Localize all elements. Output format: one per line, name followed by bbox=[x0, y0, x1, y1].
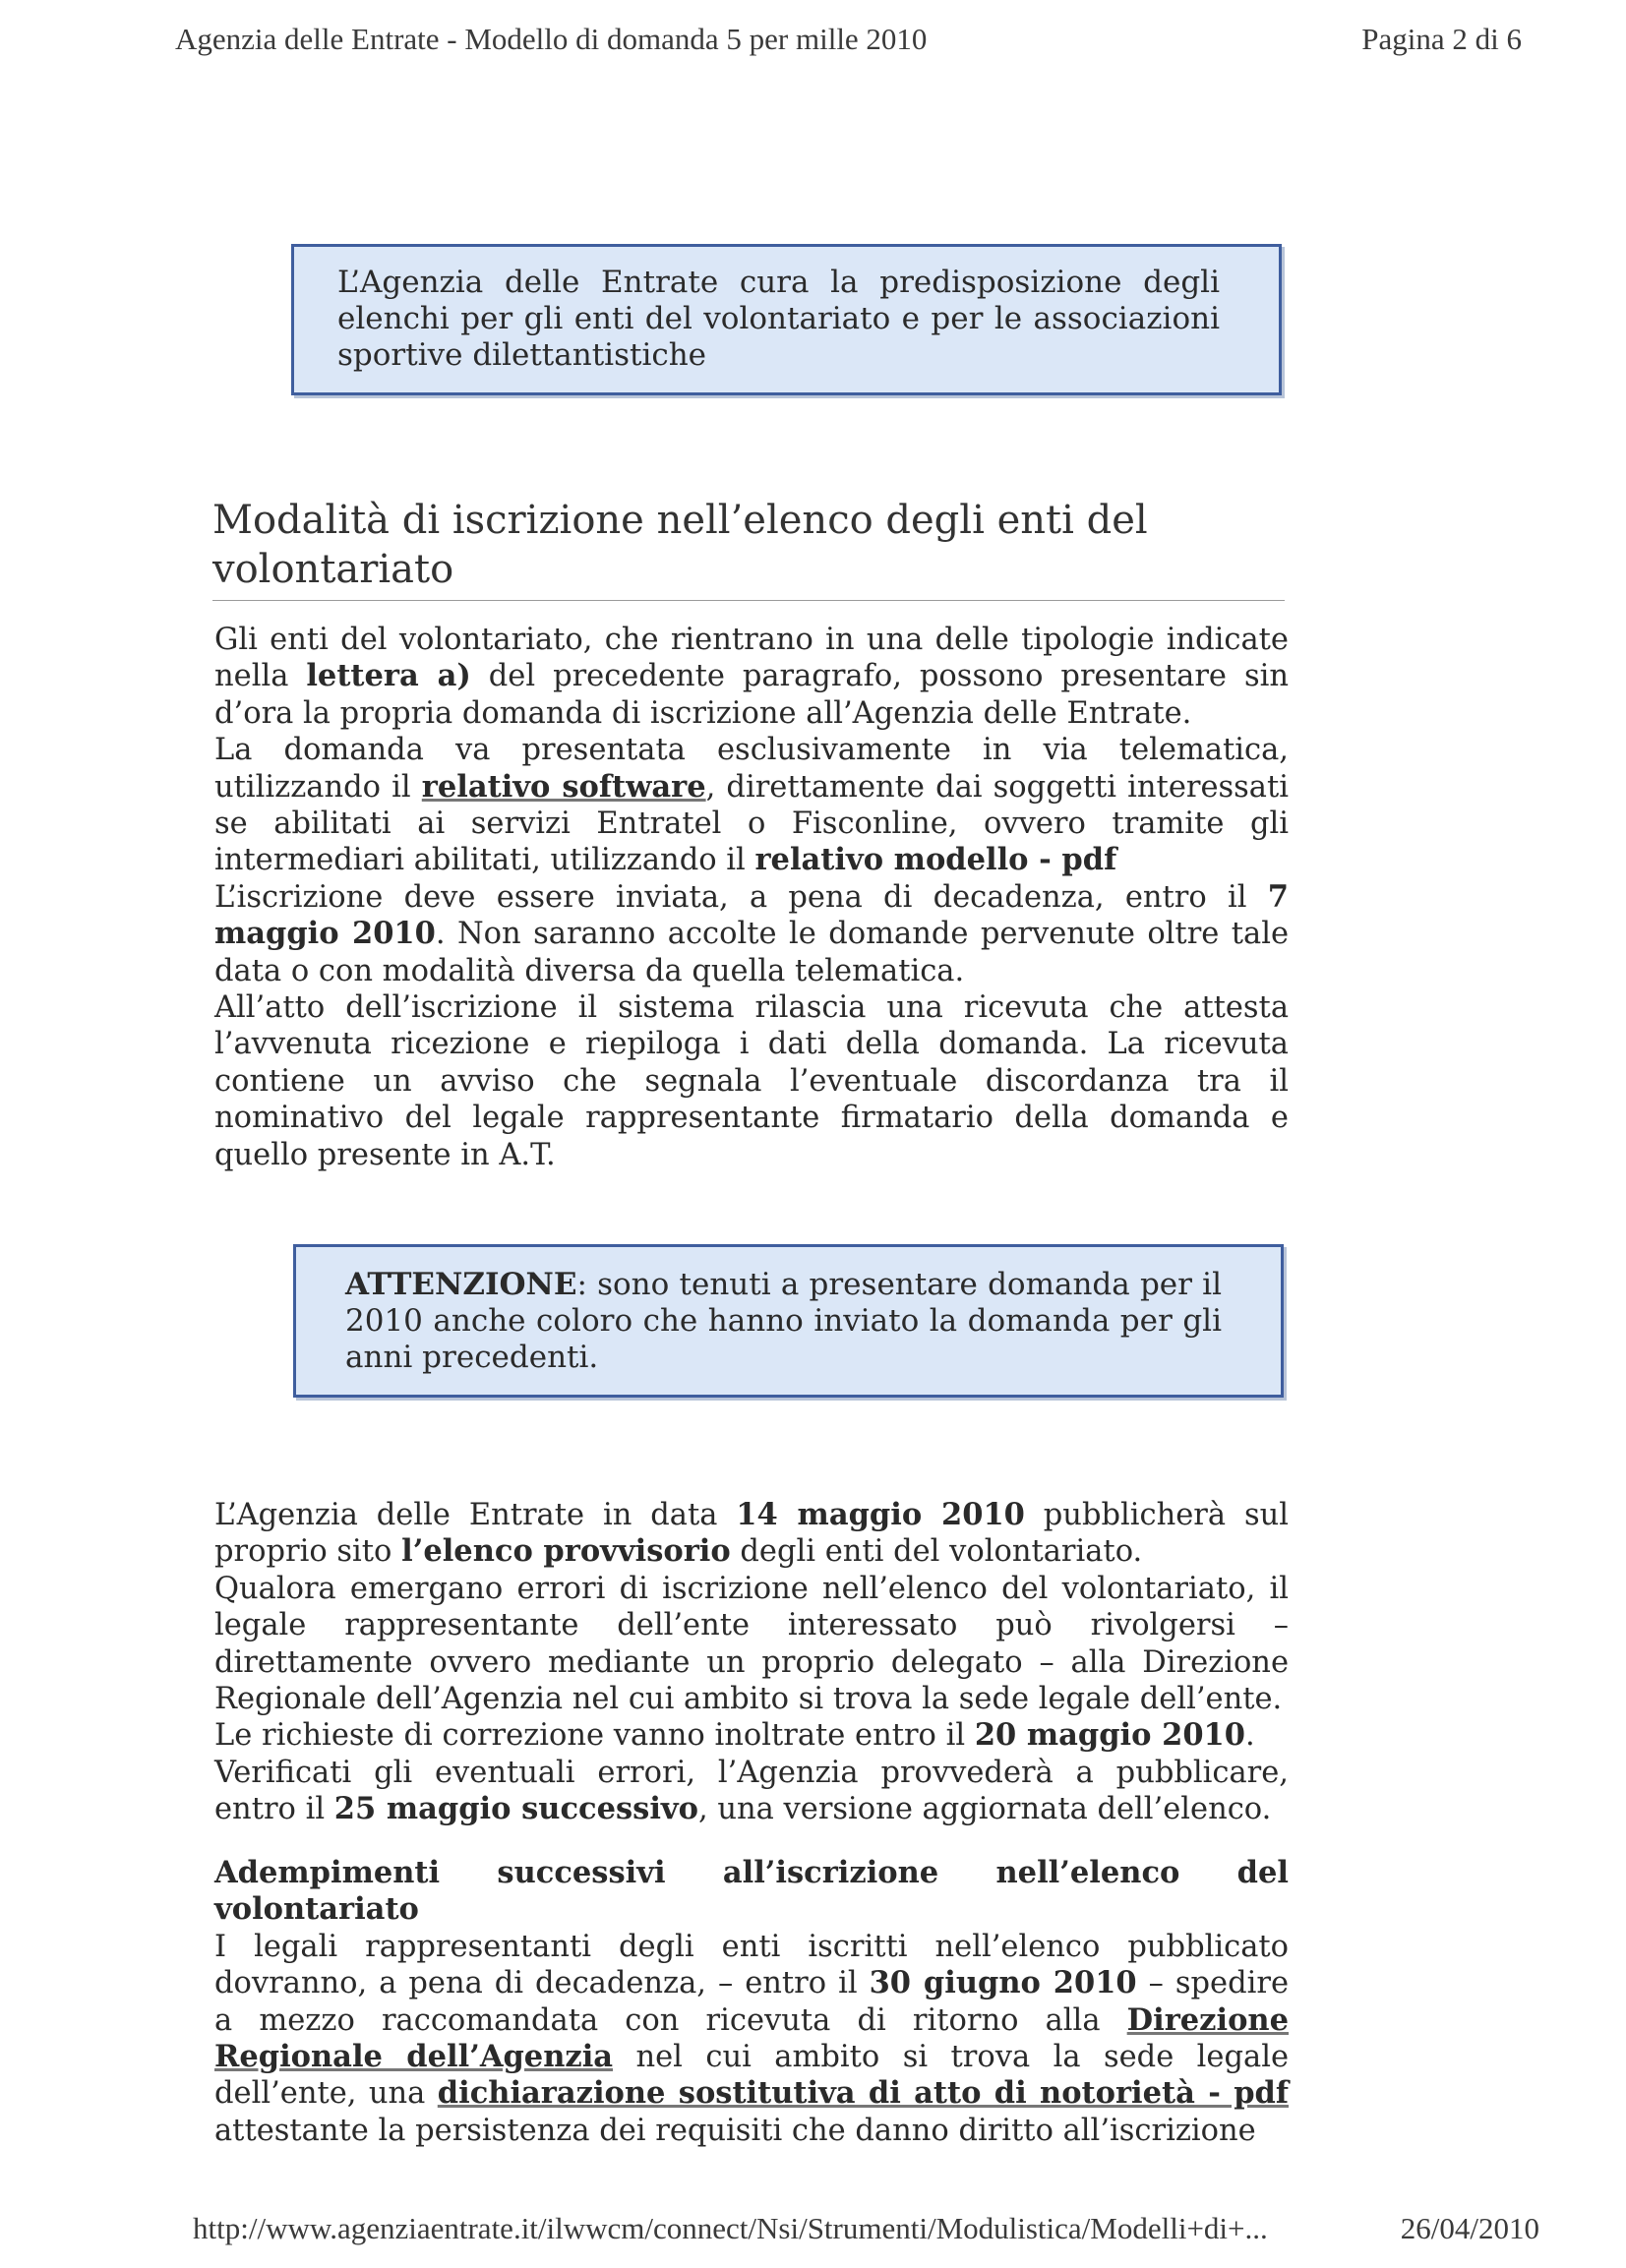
info-box-text: L’Agenzia delle Entrate cura la predisposizione degli elenchi per gli enti del volontariato e per le associazioni sportive dilettantistiche bbox=[337, 265, 1220, 373]
section-heading-adempimenti-cont: volontariato bbox=[214, 1891, 419, 1928]
text-run: del precedente paragrafo, possono presentare sin d’ora la propria domanda di iscrizione all’Agenzia delle Entrate. bbox=[214, 659, 1289, 731]
text-run: La domanda va presentata esclusivamente in via telematica, utilizzando il bbox=[214, 733, 1289, 805]
section-heading-iscrizione: Modalità di iscrizione nell’elenco degli enti del volontariato bbox=[212, 496, 1285, 601]
paragraph bbox=[214, 622, 1289, 732]
modello-pdf-link[interactable]: relativo modello - pdf bbox=[754, 842, 1117, 878]
bold-text: lettera a) bbox=[306, 658, 471, 694]
attention-label: ATTENZIONE bbox=[345, 1267, 577, 1302]
text-run: , una versione aggiornata dell’elenco. bbox=[697, 1792, 1272, 1827]
section-elenco-body bbox=[214, 1497, 1289, 1828]
dichiarazione-pdf-link[interactable]: dichiarazione sostitutiva di atto di notorietà - pdf bbox=[437, 2075, 1289, 2112]
bold-text: 30 giugno 2010 bbox=[869, 1965, 1137, 2001]
text-run: Le richieste di correzione vanno inoltrate entro il bbox=[214, 1718, 975, 1754]
text-run: Gli enti del volontariato, che rientrano in una delle tipologie indicate nella bbox=[214, 623, 1289, 694]
text-run: . Non saranno accolte le domande pervenute oltre tale data o con modalità diversa da quella telematica. bbox=[214, 917, 1289, 988]
text-run: . bbox=[1245, 1718, 1255, 1754]
paragraph bbox=[214, 1497, 1289, 1571]
attention-text: : sono tenuti a presentare domanda per il 2010 anche coloro che hanno inviato la domanda per gli anni precedenti. bbox=[345, 1267, 1222, 1375]
software-link[interactable]: relativo software bbox=[421, 768, 706, 805]
section-iscrizione-body bbox=[214, 622, 1289, 1173]
paragraph bbox=[214, 1929, 1289, 2149]
footer-date: 26/04/2010 bbox=[1400, 2211, 1539, 2245]
text-run: attestante la persistenza dei requisiti che danno diritto all’iscrizione bbox=[214, 2113, 1256, 2148]
page-number: Pagina 2 di 6 bbox=[1361, 22, 1522, 56]
attention-box bbox=[293, 1244, 1284, 1398]
paragraph: Qualora emergano errori di iscrizione nell’elenco del volontariato, il legale rappresentante dell’ente interessato può rivolgersi – direttamente ovvero mediante un proprio delegato – alla Direzione Regionale dell’Agenzia nel cui ambito si trova la sede legale dell’ente. bbox=[214, 1571, 1289, 1717]
section-heading-adempimenti: Adempimenti successivi all’iscrizione nell’elenco del bbox=[214, 1855, 1289, 1890]
paragraph bbox=[214, 1717, 1289, 1754]
text-run: I legali rappresentanti degli enti iscritti nell’elenco pubblicato dovranno, a pena di decadenza, – entro il bbox=[214, 1929, 1289, 2001]
text-run: L’Agenzia delle Entrate in data bbox=[214, 1498, 737, 1532]
bold-text: 7 maggio 2010 bbox=[214, 878, 1289, 952]
footer-url: http://www.agenziaentrate.it/ilwwcm/connect/Nsi/Strumenti/Modulistica/Modelli+di+... bbox=[193, 2211, 1268, 2245]
paragraph bbox=[214, 1755, 1289, 1828]
info-box-intro bbox=[291, 244, 1282, 395]
bold-text: l’elenco provvisorio bbox=[401, 1533, 731, 1570]
paragraph: All’atto dell’iscrizione il sistema rilascia una ricevuta che attesta l’avvenuta ricezione e riepiloga i dati della domanda. La ricevuta contiene un avviso che segnala l’eventuale discordanza tra il nominativo del legale rappresentante firmatario della domanda e quello presente in A.T. bbox=[214, 990, 1289, 1172]
header-title: Agenzia delle Entrate - Modello di domanda 5 per mille 2010 bbox=[175, 22, 928, 56]
bold-text: 14 maggio 2010 bbox=[736, 1497, 1025, 1532]
text-run: degli enti del volontariato. bbox=[730, 1534, 1143, 1570]
paragraph bbox=[214, 732, 1289, 879]
text-run: – spedire a mezzo raccomandata con ricevuta di ritorno alla bbox=[214, 1966, 1289, 2038]
text-run: nel cui ambito si trova la sede legale dell’ente, una bbox=[214, 2040, 1289, 2112]
bold-text: 25 maggio successivo bbox=[333, 1791, 698, 1827]
text-run: pubblicherà sul proprio sito bbox=[214, 1498, 1289, 1570]
text-run: , direttamente dai soggetti interessati se abilitati ai servizi Entratel o Fisconline, ovvero tramite gli intermediari abilitati, utilizzando il bbox=[214, 769, 1289, 878]
section-adempimenti bbox=[214, 1855, 1289, 2149]
paragraph bbox=[214, 879, 1289, 989]
text-run: L’iscrizione deve essere inviata, a pena di decadenza, entro il bbox=[214, 879, 1268, 915]
direzione-regionale-link[interactable]: Direzione Regionale dell’Agenzia bbox=[214, 2001, 1289, 2075]
bold-text: 20 maggio 2010 bbox=[974, 1717, 1245, 1754]
text-run: Verificati gli eventuali errori, l’Agenzia provvederà a pubblicare, entro il bbox=[214, 1755, 1289, 1827]
